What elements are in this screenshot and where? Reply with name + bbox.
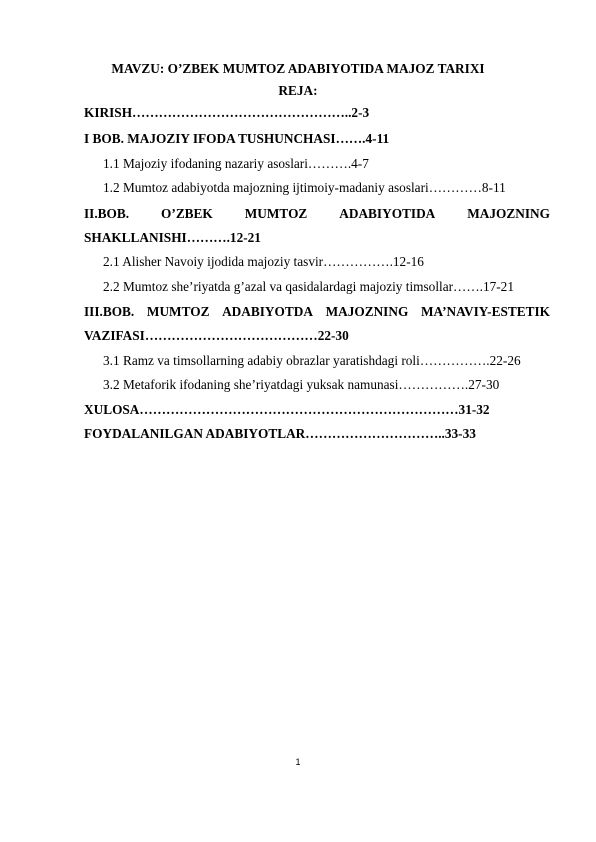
- toc-chapter-2: [84, 206, 550, 222]
- toc-chapter-2-word: MUMTOZ: [244, 206, 308, 221]
- toc-chapter-3-word: MA’NAVIY-ESTETIK: [420, 304, 550, 319]
- document-title: MAVZU: O’ZBEK MUMTOZ ADABIYOTIDA MAJOZ TARIXI: [111, 61, 485, 76]
- toc-section-3-1: 3.1 Ramz va timsollarning adabiy obrazlar yaratishdagi roli…………….22-26: [103, 353, 521, 368]
- toc-chapter-2-word: MAJOZNING: [467, 206, 550, 221]
- toc-chapter-1: I BOB. MAJOZIY IFODA TUSHUNCHASI…….4-11: [84, 131, 390, 146]
- toc-section-1-1: 1.1 Majoziy ifodaning nazariy asoslari……….4-7: [103, 156, 369, 171]
- toc-chapter-3-word: III.BOB.: [84, 304, 135, 319]
- toc-intro: KIRISH…………………………………………..2-3: [84, 105, 370, 120]
- toc-chapter-3-word: MUMTOZ: [146, 304, 210, 319]
- toc-section-2-1: 2.1 Alisher Navoiy ijodida majoziy tasvir…………….12-16: [103, 254, 424, 269]
- toc-section-1-2: 1.2 Mumtoz adabiyotda majozning ijtimoiy-madaniy asoslari…………8-11: [103, 180, 506, 195]
- page-number: 1: [295, 757, 301, 767]
- toc-references: FOYDALANILGAN ADABIYOTLAR…………………………..33-33: [84, 426, 476, 441]
- toc-section-3-2: 3.2 Metaforik ifodaning she’riyatdagi yuksak namunasi…………….27-30: [103, 377, 500, 392]
- toc-conclusion: XULOSA………………………………………………………………31-32: [84, 402, 490, 417]
- toc-chapter-2-continued: SHAKLLANISHI……….12-21: [84, 230, 261, 245]
- toc-chapter-3-continued: VAZIFASI…………………………………22-30: [84, 328, 349, 343]
- toc-chapter-3-word: MAJOZNING: [325, 304, 409, 319]
- toc-chapter-2-word: O’ZBEK: [161, 206, 213, 221]
- toc-chapter-2-word: II.BOB.: [84, 206, 130, 221]
- toc-chapter-3: [84, 304, 550, 320]
- toc-section-2-2: 2.2 Mumtoz she’riyatda g’azal va qasidalardagi majoziy timsollar…….17-21: [103, 279, 514, 294]
- plan-heading: REJA:: [278, 83, 318, 98]
- toc-chapter-3-word: ADABIYOTDA: [222, 304, 313, 319]
- toc-chapter-2-word: ADABIYOTIDA: [339, 206, 436, 221]
